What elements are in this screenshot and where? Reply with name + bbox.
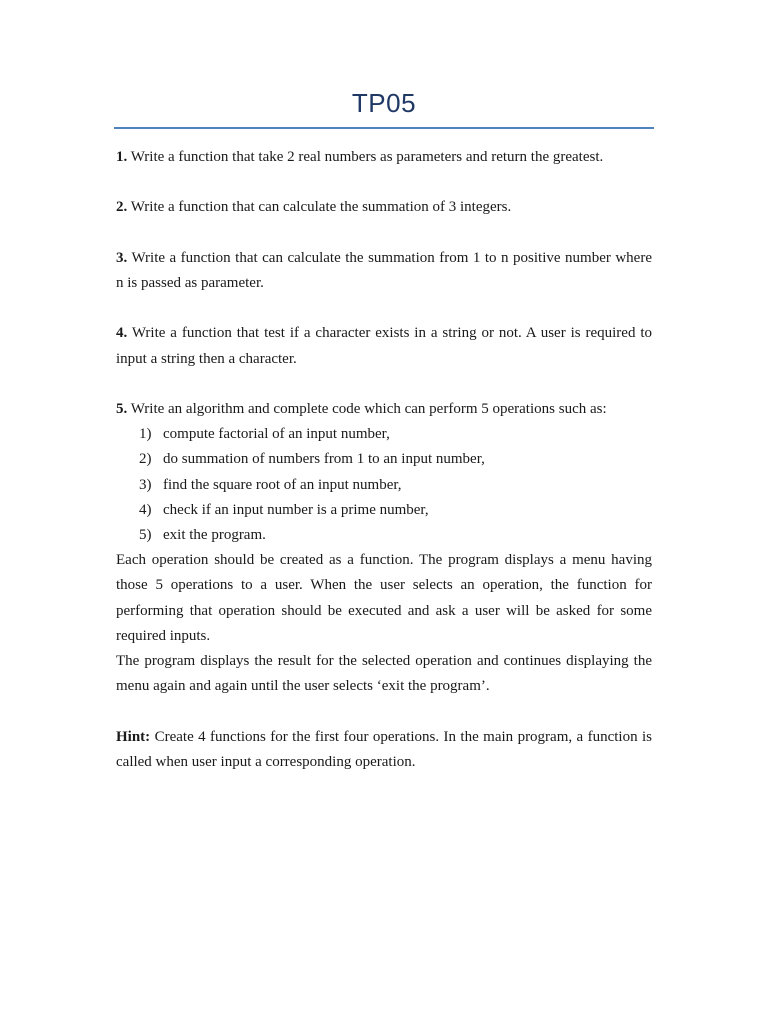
page-title: TP05: [351, 88, 417, 118]
exercise-4: [116, 321, 652, 371]
exercise-text: Write a function that test if a character exists in a string or not. A user is required to input a string then a character.: [116, 325, 652, 367]
spacer: [116, 372, 652, 397]
operation-item: [139, 523, 652, 548]
exercise-text: Write an algorithm and complete code which can perform 5 operations such as:: [130, 400, 607, 417]
operation-number: 1): [139, 426, 152, 443]
exercise-5: [116, 397, 652, 422]
exercise-text: Write a function that take 2 real numbers as parameters and return the greatest.: [130, 149, 604, 165]
exercise-3: [116, 246, 652, 296]
spacer: [116, 170, 652, 195]
operation-text: check if an input number is a prime number,: [163, 501, 429, 518]
operation-number: 2): [139, 451, 152, 468]
exercise-number: 4.: [116, 325, 128, 342]
description-paragraph: The program displays the result for the selected operation and continues displaying the menu again and again until the user selects ‘exit the program’.: [116, 653, 652, 695]
operation-number: 4): [139, 501, 152, 518]
spacer: [116, 699, 652, 724]
title-underline: [114, 127, 654, 129]
exercise-number: 2.: [116, 199, 128, 216]
hint-text: Create 4 functions for the first four operations. In the main program, a function is called when user input a corresponding operation.: [116, 728, 653, 770]
exercise-2: [116, 195, 652, 220]
operations-list: [116, 422, 652, 548]
document-body: [116, 145, 652, 775]
operation-item: [139, 422, 652, 447]
exercise-number: 3.: [116, 249, 128, 266]
operation-text: find the square root of an input number,: [163, 476, 402, 493]
operation-number: 5): [139, 526, 152, 543]
exercise-number: 1.: [116, 149, 128, 165]
operation-number: 3): [139, 476, 152, 493]
exercise-text: Write a function that can calculate the summation of 3 integers.: [130, 199, 512, 216]
description-paragraph: Each operation should be created as a function. The program displays a menu having those 5 operations to a user. When the user selects an operation, the function for performing that operation should be executed and ask a user will be asked for some required inputs.: [116, 552, 652, 644]
hint-paragraph: [116, 725, 652, 775]
exercise-number: 5.: [116, 400, 128, 417]
operation-text: exit the program.: [163, 526, 266, 543]
spacer: [116, 221, 652, 246]
operation-item: [139, 498, 652, 523]
exercise-1: [116, 145, 652, 170]
operation-item: [139, 447, 652, 472]
operation-text: do summation of numbers from 1 to an input number,: [163, 451, 485, 468]
spacer: [116, 296, 652, 321]
operation-text: compute factorial of an input number,: [163, 426, 390, 443]
exercise-text: Write a function that can calculate the summation from 1 to n positive number where n is passed as parameter.: [116, 249, 652, 291]
hint-label: Hint:: [116, 728, 151, 745]
operation-item: [139, 473, 652, 498]
